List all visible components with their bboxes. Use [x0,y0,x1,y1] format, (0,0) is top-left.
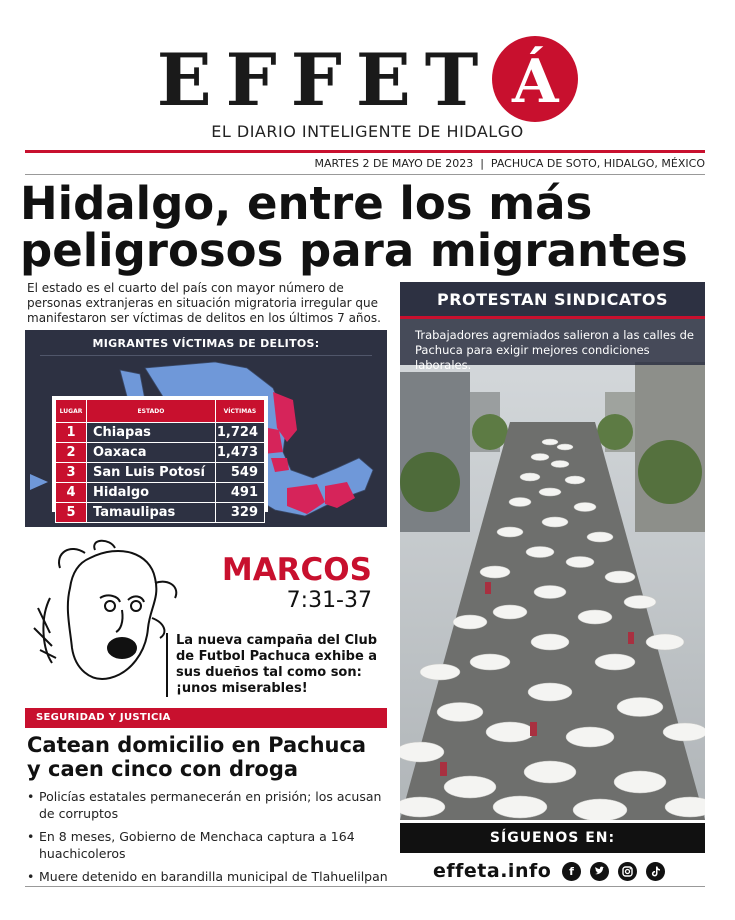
rank-cell: 5 [56,503,87,523]
section-headline[interactable]: Catean domicilio en Pachuca y caen cinco con droga [27,733,367,781]
rank-cell: 1 [56,423,87,443]
list-item[interactable]: • Muere detenido en barandilla municipal de Tlahuelilpan [27,868,389,885]
dateline: MARTES 2 DE MAYO DE 2023 | PACHUCA DE SOTO, HIDALGO, MÉXICO [314,157,705,170]
rank-cell: 3 [56,463,87,483]
section-label[interactable]: SEGURIDAD Y JUSTICIA [36,712,171,723]
follow-label: SÍGUENOS EN: [489,830,616,846]
tagline: EL DIARIO INTELIGENTE DE HIDALGO [211,122,524,141]
victims-cell: 1,724 [215,423,264,443]
logo-accent: Á [492,36,578,122]
state-cell: Oaxaca [87,443,216,463]
table-row [56,443,265,463]
victims-cell: 329 [215,503,264,523]
table-row [56,423,265,443]
list-item[interactable]: • En 8 meses, Gobierno de Menchaca captura a 164 huachicoleros [27,828,389,862]
victims-cell: 1,473 [215,443,264,463]
victims-cell: 549 [215,463,264,483]
state-cell: Chiapas [87,423,216,443]
table-row [56,463,265,483]
facebook-icon[interactable]: f [562,862,581,881]
state-cell: Tamaulipas [87,503,216,523]
instagram-icon[interactable] [618,862,637,881]
dateline-divider [25,174,705,175]
rank-cell: 4 [56,483,87,503]
victims-cell: 491 [215,483,264,503]
photo-caption: Trabajadores agremiados salieron a las calles de Pachuca para exigir mejores condiciones laborales. [415,328,694,372]
main-lede: El estado es el cuarto del país con mayor número de personas extranjeras en situación migratoria irregular que manifestaron ser víctimas de delitos en los últimos 7 años. [27,281,381,325]
table-row [56,483,265,503]
column-header: LUGAR [56,400,87,423]
rank-cell: 2 [56,443,87,463]
column-verse: 7:31-37 [286,588,372,613]
column-header: ESTADO [87,400,216,423]
tiktok-icon[interactable] [646,862,665,881]
masthead-divider [25,150,705,153]
bottom-divider [25,886,705,887]
logo-main: EFFET [156,37,493,122]
main-headline[interactable]: Hidalgo, entre los más peligrosos para migrantes [20,177,688,277]
logo [0,37,735,122]
infographic-title: MIGRANTES VÍCTIMAS DE DELITOS: [92,337,320,350]
photo-title[interactable]: PROTESTAN SINDICATOS [436,290,669,309]
infographic-divider [40,355,372,356]
column-title: MARCOS [221,552,372,588]
highlight-arrow-icon [30,474,48,490]
state-cell: Hidalgo [87,483,216,503]
section-bullets [27,788,389,891]
column-text[interactable]: La nueva campaña del Club de Futbol Pachuca exhibe a sus dueños tal como son: ¡unos miserables! [166,633,386,697]
table-row [56,503,265,523]
list-item[interactable]: • Policías estatales permanecerán en prisión; los acusan de corruptos [27,788,389,822]
twitter-icon[interactable] [590,862,609,881]
ranking-table [52,396,268,520]
site-link[interactable]: effeta.info [433,860,552,882]
state-cell: San Luis Potosí [87,463,216,483]
column-header: VÍCTIMAS [215,400,264,423]
ranking-header [56,400,265,423]
